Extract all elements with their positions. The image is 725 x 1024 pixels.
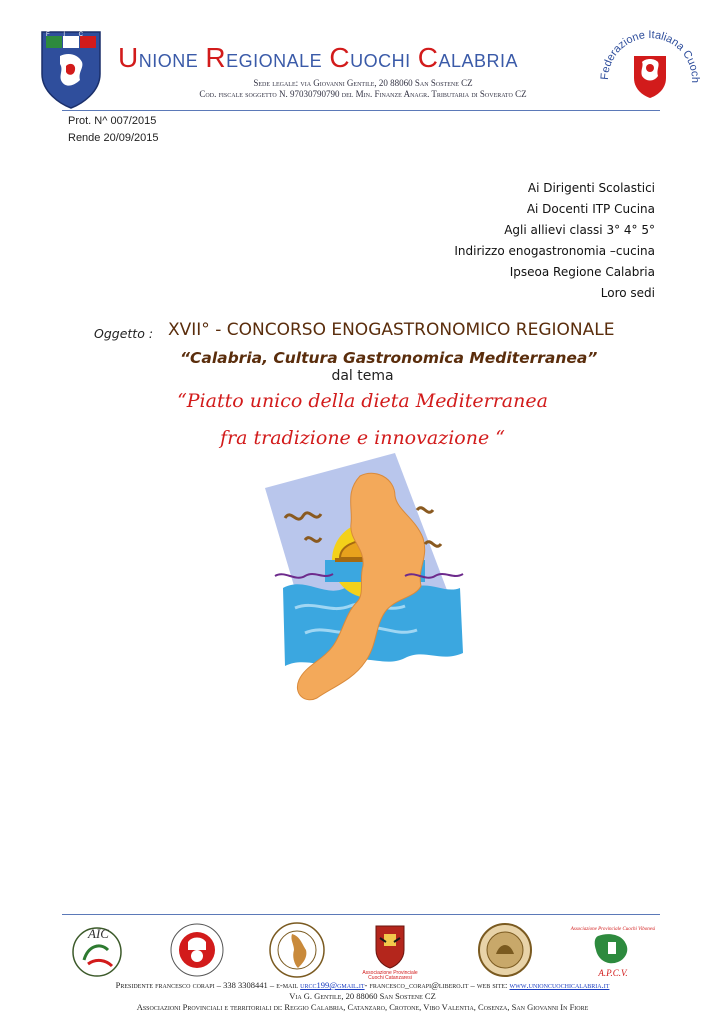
title-part-2: REGIONALE: [205, 42, 323, 73]
apcv-logo-text: A.P.C.V.: [598, 968, 628, 978]
svg-text:Cuochi Catanzaresi: Cuochi Catanzaresi: [368, 975, 412, 981]
title-part-1: UNIONE: [118, 42, 199, 73]
theme-line-2: fra tradizione e innovazione “: [220, 427, 505, 449]
recipient-line: Agli allievi classi 3° 4° 5°: [504, 223, 655, 237]
footer-divider: [62, 914, 660, 915]
header-fiscal-code: Cod. fiscale soggetto N. 97030790790 del Min. Finanze Anagr. Tributaria di Soverato CZ: [199, 89, 527, 99]
subject-label: Oggetto :: [94, 326, 154, 341]
svg-text:Associazione Provinciale Cuoch: Associazione Provinciale Cuochi Vibonesi: [570, 927, 656, 932]
fic-shield-logo: [38, 28, 104, 110]
theme-line-1: “Piatto unico della dieta Mediterranea: [177, 390, 548, 412]
footer-president: Presidente francesco corapi – 338 3308441 – e-mail: [115, 980, 299, 990]
aic-logo-text: AIC: [88, 926, 109, 941]
associazione-provinciale-cuochi-reggini-logo: [266, 920, 328, 980]
apcv-logo: [570, 920, 656, 980]
federation-logo-text: Federazione Italiana Cuoch: [598, 28, 702, 83]
protocol-number: Prot. N^ 007/2015: [68, 115, 157, 127]
footer-email-link[interactable]: urcc199@gmail.it: [300, 980, 365, 990]
footer-website-link[interactable]: www.unioncuochicalabria.it: [509, 980, 610, 990]
organization-title: [118, 42, 608, 74]
recipient-line: Loro sedi: [600, 286, 655, 300]
left-logo-text: F I C: [46, 32, 89, 38]
recipients-block: [454, 178, 655, 304]
footer-address: Via G. Gentile, 20 88060 San Sostene CZ: [289, 991, 436, 1001]
contest-title: XVII° - CONCORSO ENOGASTRONOMICO REGIONALE: [168, 320, 615, 340]
recipient-line: Ipseoa Regione Calabria: [509, 265, 655, 279]
calabria-illustration: [245, 448, 485, 718]
footer-associations: Associazioni Provinciali e territoriali di: Reggio Calabria, Catanzaro, Crotone, Vibo Valentia, Cosenza, San Giovanni In Fiore: [136, 1002, 589, 1012]
associazione-provinciale-cuochi-catanzaresi-logo: [350, 920, 430, 980]
footer-contacts: [0, 980, 725, 990]
protocol-place-date: Rende 20/09/2015: [68, 132, 159, 144]
fic-federation-logo: [598, 22, 702, 106]
header-address: Sede legale: via Giovanni Gentile, 20 88060 San Sostene CZ: [253, 78, 473, 88]
recipient-line: Indirizzo enogastronomia –cucina: [454, 244, 655, 258]
svg-text:Associazione Provinciale: Associazione Provinciale: [362, 970, 418, 976]
header-divider: [62, 110, 660, 111]
footer-email-separator: - francesco_corapi@libero.it – web site:: [364, 980, 508, 990]
associazione-crotone-logo: [474, 920, 536, 980]
recipient-line: Ai Dirigenti Scolastici: [527, 181, 655, 195]
title-part-3: CUOCHI: [329, 42, 411, 73]
associazione-provinciale-cosenza-logo: [166, 920, 228, 980]
recipient-line: Ai Docenti ITP Cucina: [526, 202, 655, 216]
theme-intro: dal tema: [331, 368, 394, 384]
contest-subtitle: “Calabria, Cultura Gastronomica Mediterranea”: [180, 349, 598, 367]
aic-logo: [66, 920, 128, 980]
title-part-4: CALABRIA: [417, 42, 519, 73]
